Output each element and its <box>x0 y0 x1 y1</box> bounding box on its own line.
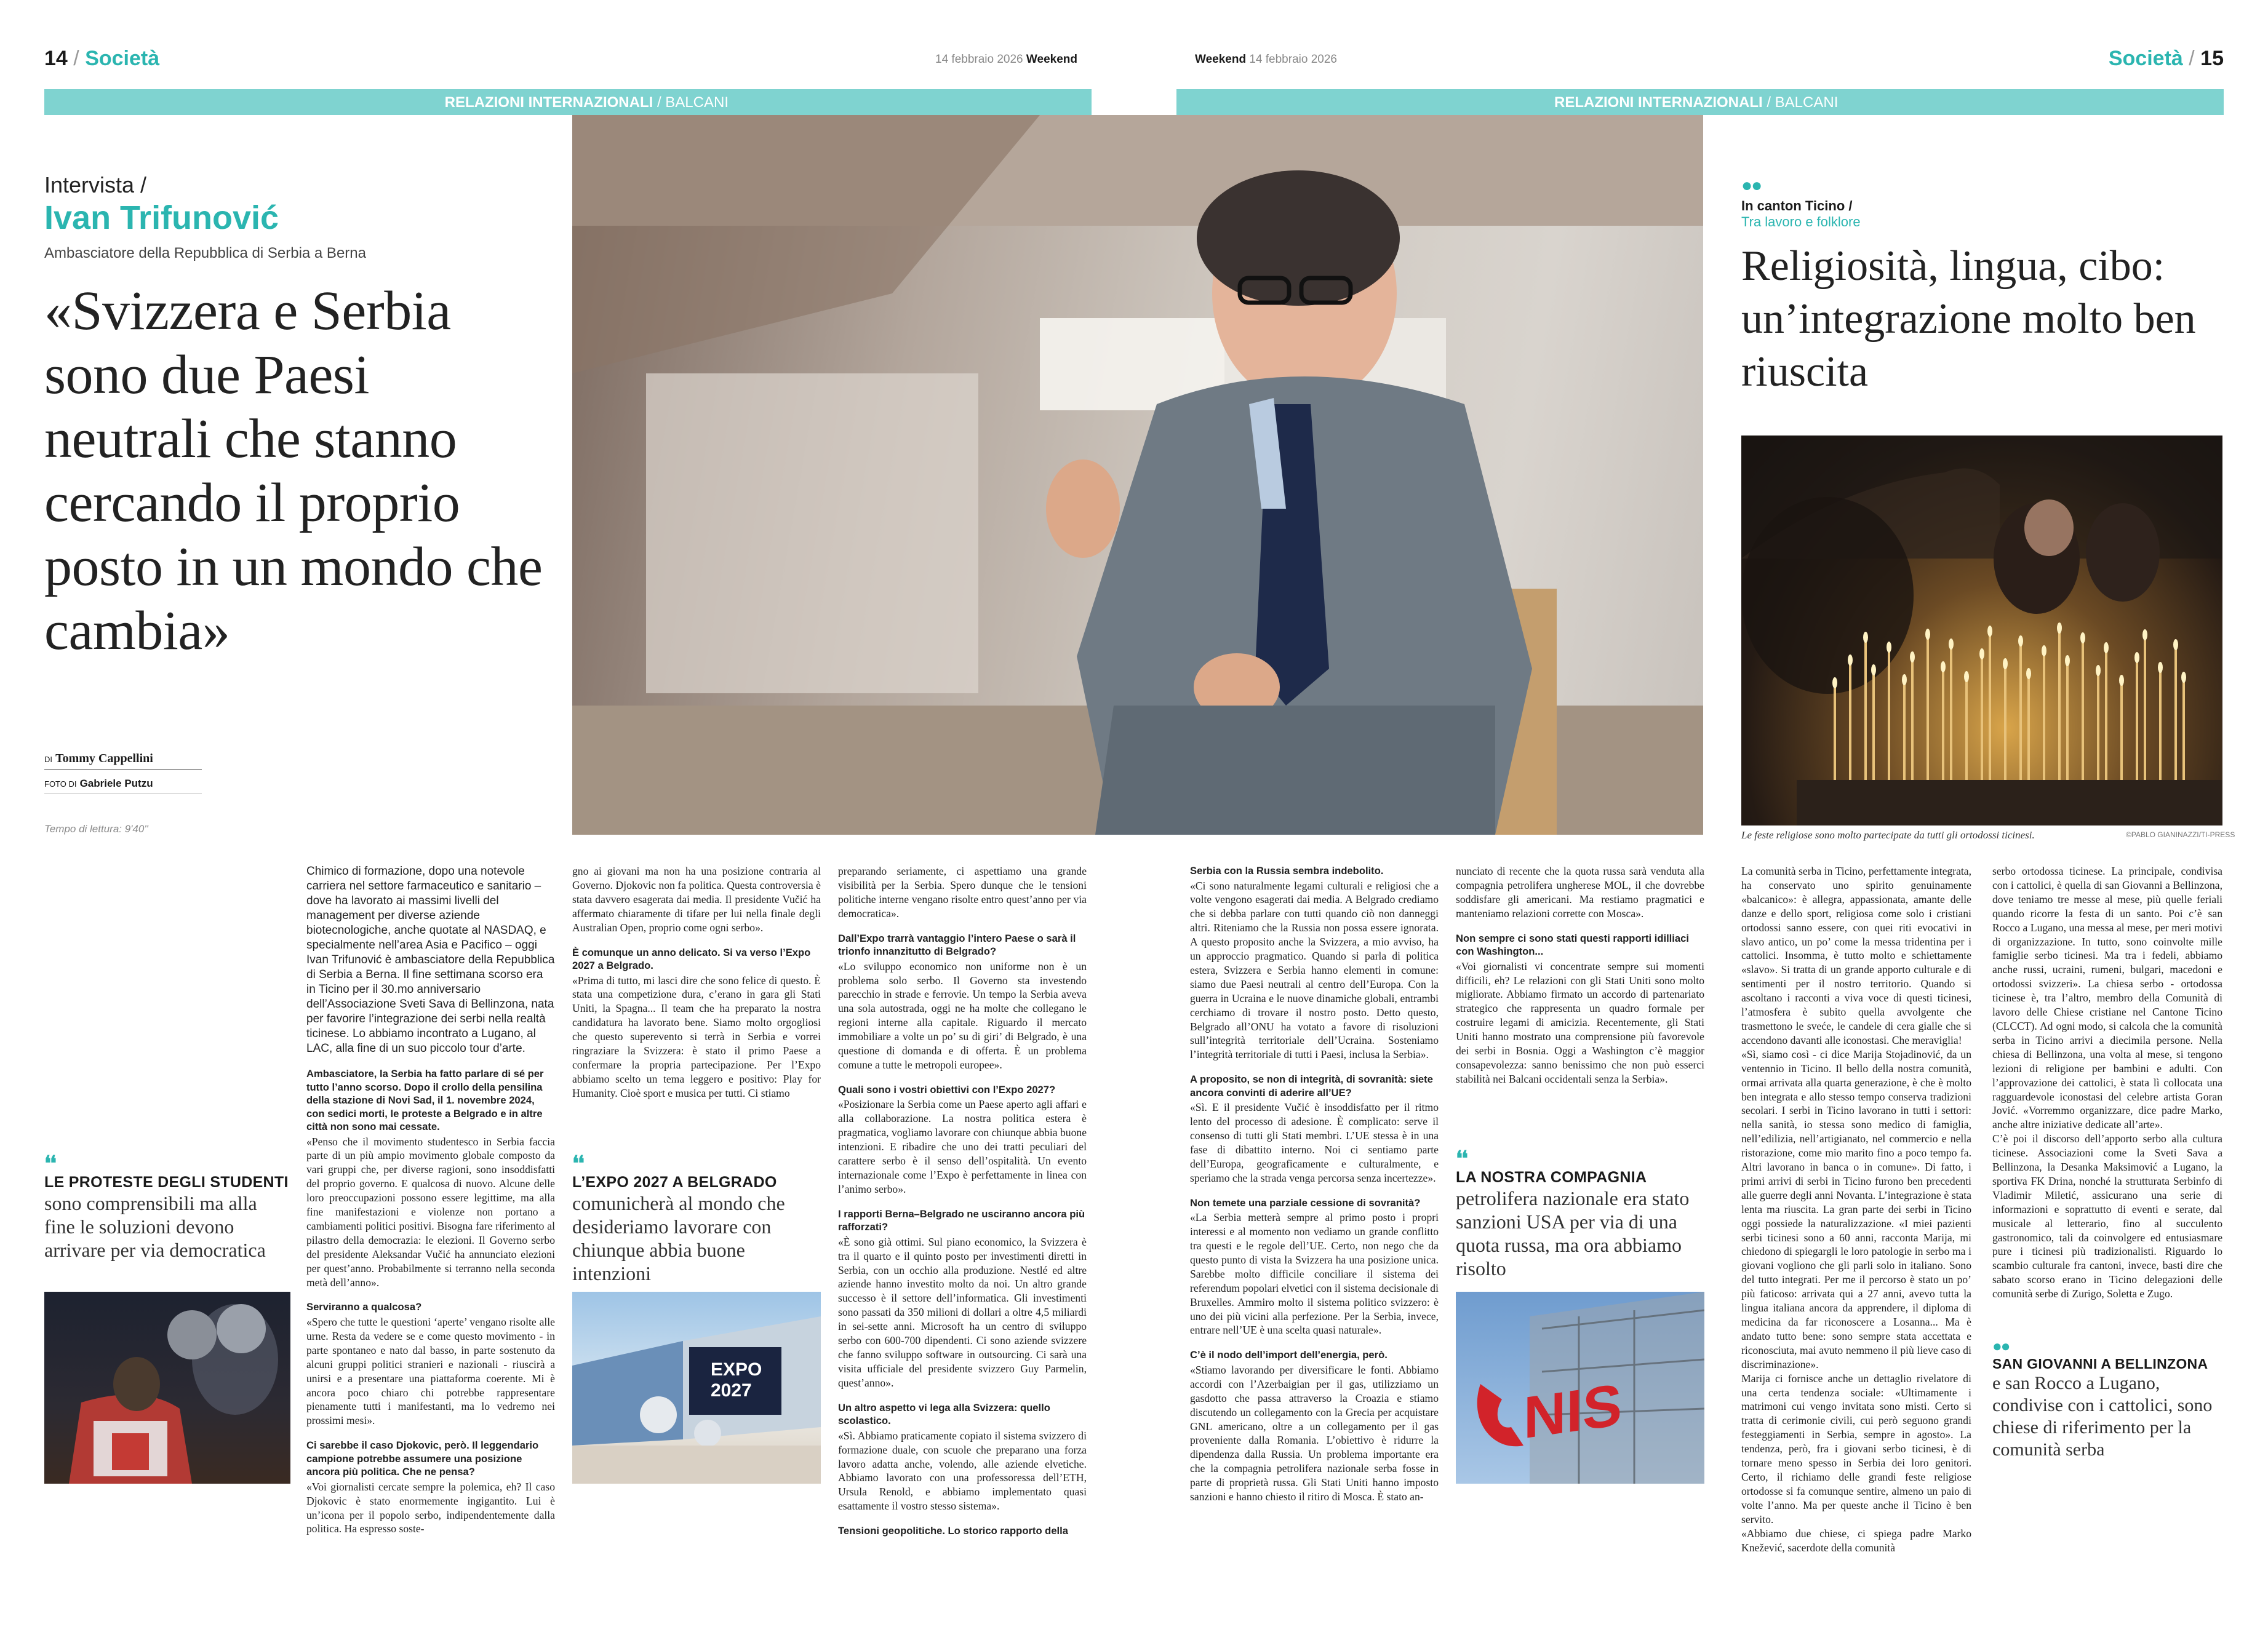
byline-prefix: DI <box>44 755 52 764</box>
byline-author: Tommy Cappellini <box>55 752 153 765</box>
question-col4-1: Serbia con la Russia sembra indebolito. <box>1190 865 1384 877</box>
pullquote-sangiovanni <box>1992 1339 2222 1461</box>
question-col3-3: Quali sono i vostri obiettivi con l’Expo 2027? <box>838 1083 1056 1096</box>
sidebar-headline: Religiosità, lingua, cibo: un’integrazione molto ben riuscita <box>1741 242 2196 396</box>
question-col3-5: Un altro aspetto vi lega alla Svizzera: quello scolastico. <box>838 1401 1050 1427</box>
pullquote-text: petrolifera nazionale era stato sanzioni USA per via di una quota russa, ma ora abbiamo risolto <box>1456 1187 1690 1279</box>
question-col4-3: Non temete una parziale cessione di sovranità? <box>1190 1196 1421 1209</box>
candle <box>1950 649 1952 780</box>
candle <box>1942 672 1944 780</box>
question-col3-6: Tensioni geopolitiche. Lo storico rapporto della <box>838 1525 1068 1537</box>
protest-photo <box>44 1292 290 1484</box>
photo-caption: Le feste religiose sono molto partecipate da tutti gli ortodossi ticinesi. <box>1741 829 2035 841</box>
sidebar-column-b: serbo ortodossa ticinese. La principale, condivisa con i cattolici, è quella di san Giovanni a Bellinzona, dove teniamo tre messe al mese, più quelle feriali quando ricorre la festa di un santo. Poi c’è san Rocco a Lugano, una messa al mese, per meri motivi di organizzazione. In tutto, sono coinvolte mille famiglie serbo ticinesi. Ma tra i fedeli, abbiamo anche russi, ucraini, rumeni, bulgari, macedoni e ortodossi svizzeri». La chiesa serbo - ortodossa ticinese è, tra l’altro, membro della Comunità di lavoro delle Chiese cristiane nel Cantone Ticino (CLCCT). Ad ogni modo, si calcola che la comunità serba in Ticino arrivi a diecimila persone. Nella chiesa di Bellinzona, una volta al mese, si tengono lezioni di religione per bambini e adulti. Con l’approvazione dei cattolici, è stata lì collocata una ragguardevole iconostasi del celebre artista Goran Jović. «Vorremmo organizzare, dice padre Marko, anche altre iniziative dedicate all’arte». C’è poi il discorso dell’apporto serbo alla cultura ticinese. Associazioni come la Sveti Sava a Bellinzona, la Desanka Maksimović a Lugano, la sportiva FK Drina, nonché la strutturata Serbinfo di Vladimir Miletić, assicurano una serie di informazioni e soprattutto di eventi e serate, dal musicale al letterario, fino al succulento gastronomico, tali da coinvolgere ed entusiasmare pure i ticinesi più tradizionalisti. Riguardo lo scambio culturale fra cantoni, invece, basti dire che sabato scorso erano in Ticino delegazioni delle comunità serbe di Zurigo, Soletta e Zugo. <box>1992 865 2222 1300</box>
question-col2-2: È comunque un anno delicato. Si va verso l’Expo 2027 a Belgrado. <box>572 946 811 972</box>
answer-col3-3: «Posizionare la Serbia come un Paese aperto agli affari e alla collaborazione. La nostra politica estera è pragmatica, vogliamo lavorare con chiunque abbia buone intenzioni. E ribadire che uno dei tratti peculiari del carattere serbo è il senso dell’ospitalità. Un evento internazionale come l’Expo è perfettamente in linea con l’animo serbo». <box>838 1098 1087 1195</box>
interviewee-role: Ambasciatore della Repubblica di Serbia a Berna <box>44 245 366 261</box>
rubric-bold: RELAZIONI INTERNAZIONALI <box>444 94 653 111</box>
pullquote-label: L’EXPO 2027 A BELGRADO <box>572 1174 777 1191</box>
candle-flame <box>2065 655 2070 666</box>
candle <box>2097 675 2099 780</box>
expo-illustration <box>572 1292 821 1484</box>
candle <box>2120 685 2123 780</box>
candle <box>1872 675 1875 780</box>
expo-logo-title: EXPO <box>711 1359 762 1380</box>
candle-flame <box>1887 642 1891 653</box>
candle-flame <box>1925 629 1930 640</box>
question-col4-2: A proposito, se non di integrità, di sovranità: siete ancora convinti di aderire all’UE? <box>1190 1073 1433 1099</box>
article-column-1 <box>306 864 555 1536</box>
answer-1: «Penso che il movimento studentesco in Serbia faccia parte di un più ampio movimento globale composto da vari gruppi che, per diverse ragioni, sono insoddisfatti del proprio governo. E qualcosa di nuovo. Alcune delle loro preoccupazioni possono essere legittime, ma alla fine manifestazioni e violenze non portano a cambiamenti politici positivi. Bisogna fare riferimento al pilastro della democrazia: le elezioni. Il Governo serbo del presidente Aleksandar Vučić ha annunciato elezioni per quest’anno. Probabilmente si terranno nella seconda metà dell’anno». <box>306 1135 555 1289</box>
candle <box>2019 646 2022 780</box>
candle-flame <box>1910 651 1915 662</box>
answer-col4-3: «La Serbia metterà sempre al primo posto i propri interessi e al momento non vediamo un grande conflitto tra questi e le regole dell’UE. Certo, non nego che da questo punto di vista la Svizzera ha una posizione unica. Sarebbe molto difficile conciliare il sistema dei referendum popolari elvetici con il sistema decisionale di Bruxelles. Ammiro molto il sistema politico svizzero: è uno dei più vicini alla perfezione. Per la Serbia, invece, entrare nell’UE è una scelta quasi naturale». <box>1190 1211 1439 1337</box>
candle <box>2105 653 2107 780</box>
left-folio: 14 / Società <box>44 47 160 70</box>
sidebar-sub: Tra lavoro e folklore <box>1741 214 1861 229</box>
question-1: Ambasciatore, la Serbia ha fatto parlare di sé per tutto l’anno scorso. Dopo il crollo della pensilina della stazione di Novi Sad, il 1. novembre 2024, con sedici morti, le proteste a Belgrado e in altre città non sono mai cessate. <box>306 1068 544 1132</box>
candles-photo <box>1741 436 2222 825</box>
pullquote-text: e san Rocco a Lugano, condivise con i cattolici, sono chiese di riferimento per la comunità serba <box>1992 1373 2213 1460</box>
sidebar-kicker: In canton Ticino / <box>1741 198 1853 213</box>
candle-flame <box>2158 662 2163 673</box>
expo-logo-year: 2027 <box>711 1380 752 1401</box>
pullquote-label: SAN GIOVANNI A BELLINZONA <box>1992 1356 2208 1372</box>
candle <box>1989 636 1991 780</box>
pullquote-nis <box>1456 1147 1704 1280</box>
sidebar-column-a: La comunità serba in Ticino, perfettamente integrata, ha conservato uno spirito genuinamente «balcanico»: è allegra, appassionata, amante delle danze e dello sport, religiosa come solo i cristiani ortodossi sanno essere, con quei riti evocativi in slavo antico, un po’ come la messa tridentina per i cattolici. Insomma, è tutto molto e schiettamente «slavo». Si tratta di un grande apporto culturale e di sentimenti per il nostro territorio. Quando si ascoltano i racconti a viva voce di questi ticinesi, l’atmosfera è subito quella avvolgente che trasmettono le sveće, le candele di cera gialle che si accendono davanti alle iconostasi. Che meraviglia! «Sì, siamo così - ci dice Marija Stojadinović, da un ventennio in Ticino. Il bello della nostra comunità, ormai arrivata alla quarta generazione, è che è molto ben integrata e allo stesso tempo conserva tradizioni secolari. I serbi in Ticino lavorano in tutti i settori: nella sanità, io stessa sono medico di famiglia, nell’edilizia, nell’artigianato, nel commercio e nella ristorazione, come mio marito fino a poco tempo fa. Altri lavorano in banca o in comune». Di fatto, i primi arrivi di serbi in Ticino furono ben precedenti alle guerre degli anni Novanta. L’integrazione è stata lenta ma riuscita. La gran parte dei serbi in Ticino oggi possiede la naturalizzazione. «I miei pazienti serbi ticinesi sono a 60 anni, racconta Marija, mi chiedono di spiegargli le loro patologie in serbo ma i giovani vogliono che gli parli solo in italiano. Sono del tutto integrati. Per me il percorso è stato un po’ più faticoso: arrivata qui a 27 anni, avevo tutta la lingua italiana ancora da apprendere, il diploma di medicina da far riconoscere a Losanna... Ma è andato tutto bene: sono sempre stata accettata e riconosciuta, mai avuto nemmeno il più lieve caso di discriminazione». Marija ci fornisce anche un dettaglio rivelatore di una certa tendenza sociale: «Ultimamente i matrimoni cui vengo invitata sono misti. Certo si tratta di cerimonie civili, cui però seguono grandi festeggiamenti in Serbia, sempre in agosto». La tendenza, però, fra i giovani serbo ticinesi, è di tornare meno spesso in Serbia dei loro genitori. Certo, il richiamo delle grandi feste religiose ortodosse si fa comunque sentire, almeno un paio di volte l’anno. Ma per queste anche il Ticino è ben servito. «Abbiamo due chiese, ci spiega padre Marko Knežević, sacerdote della comunità <box>1741 865 1971 1554</box>
date-left: 14 febbraio 2026 <box>935 53 1023 66</box>
candle-flame <box>2119 675 2124 686</box>
date-right: 14 febbraio 2026 <box>1249 53 1337 66</box>
candle <box>2027 678 2030 780</box>
edition-right: Weekend <box>1195 53 1247 66</box>
candle-flame <box>2042 645 2046 656</box>
rubric-bold-right: RELAZIONI INTERNAZIONALI <box>1554 94 1763 111</box>
candles-illustration <box>1741 436 2222 825</box>
candle <box>2004 669 2006 780</box>
candle-flame <box>2142 629 2147 640</box>
answer-col4-4: «Stiamo lavorando per diversificare le fonti. Abbiamo accordi con l’Azerbaigian per il gas, utilizziamo un gasdotto che passa attraverso la Croazia e stiamo discutendo un collegamento con la Grecia per acquistare GNL americano, oltre a un collegamento per il gas proveniente dalla Romania. L’obiettivo è ridurre la dipendenza dalla Russia. Un problema importante era che la compagnia petrolifera nazionale serba fosse in parte di proprietà russa. Gli Stati Uniti hanno imposto sanzioni e hanno chiesto il ritiro di Mosca. È stato an- <box>1190 1363 1439 1503</box>
candle <box>1888 652 1890 780</box>
pullquote-students <box>44 1152 290 1262</box>
question-col3-4: I rapporti Berna–Belgrado ne usciranno ancora più rafforzati? <box>838 1207 1085 1233</box>
candle-flame <box>1848 654 1853 666</box>
answer-col3-5: «Sì. Abbiamo praticamente copiato il sistema svizzero di formazione duale, con scuole che preparano una forza lavoro adatta anche, volendo, alle aziende elvetiche. Abbiamo lavorato con una professoressa dell’ETH, Ursula Renold, e abbiamo implementato quasi esattamente il vostro stesso sistema». <box>838 1429 1087 1513</box>
candle <box>1927 639 1929 780</box>
pullquote-text: comunicherà al mondo che desideriamo lavorare con chiunque abbia buone intenzioni <box>572 1192 785 1284</box>
answer-col5-1: nunciato di recente che la quota russa sarà venduta alla compagnia petrolifera ungherese MOL, il che dovrebbe soddisfare gli americani. Ma restiamo pragmatici e manteniamo relazioni corrette con Mosca». <box>1456 865 1704 920</box>
rubric-bar-left <box>44 89 1092 115</box>
candle-flame <box>2134 652 2139 663</box>
edition-left: Weekend <box>1026 53 1077 66</box>
left-dateline <box>935 53 1077 66</box>
candle <box>1965 682 1968 780</box>
candle-flame <box>1949 638 1954 650</box>
answer-col2-2: «Prima di tutto, mi lasci dire che sono felice di questo. È stata una competizione dura, c’erano in gara gli Stati Uniti, la Spagna... Il team che ha preparato la nostra candidatura ha lavorato bene. Siamo molto orgogliosi che questo superevento si terrà in Serbia e vorrei ringraziare la Svizzera: è stato il primo Paese a confermare la propria partecipazione. Per l’Expo abbiamo scelto un tema leggero e positivo: Play for Humanity. Cioè sport e musica per tutti. Ci stiamo <box>572 974 821 1099</box>
article-lead: Chimico di formazione, dopo una notevole carriera nel settore farmaceutico e sanitario – dove ha lavorato ai massimi livelli del management per diverse aziende biotecnologiche, anche quotate al NASDAQ, e specialmente nell’area Asia e Pacifico – oggi Ivan Trifunović è ambasciatore della Repubblica di Serbia a Berna. Il fine settimana scorso era in Ticino per il 30.mo anniversario dell’Associazione Sveti Sava di Bellinzona, nata per favorire l’integrazione dei serbi nella realtà ticinese. Lo abbiamo incontrato a Lugano, al LAC, alla fine di un suo piccolo tour d’arte. <box>306 865 555 1055</box>
right-folio: Società / 15 <box>2108 47 2224 70</box>
candle <box>2066 666 2069 780</box>
candle <box>2043 656 2045 780</box>
protest-illustration <box>44 1292 290 1484</box>
candle-flame <box>1979 648 1984 659</box>
answer-col2-1: gno ai giovani ma non ha una posizione contraria al Governo. Djokovic non fa politica. Questa controversia è stata davvero esagerata dai media. Il presidente Vučić ha affermato chiaramente di tifare per lui nella finale degli Australian Open, proprio come ogni serbo». <box>572 865 821 934</box>
article-column-4 <box>1190 864 1439 1504</box>
candle <box>1849 665 1851 780</box>
candle <box>1981 659 1983 780</box>
headline: «Svizzera e Serbia sono due Paesi neutrali che stanno cercando il proprio posto in un mondo che cambia» <box>44 280 543 661</box>
candle-flame <box>2096 665 2101 676</box>
candle <box>2058 633 2061 780</box>
expo-rendering <box>572 1292 821 1484</box>
question-col5-2: Non sempre ci sono stati questi rapporti idilliaci con Washington... <box>1456 932 1689 958</box>
photo-prefix: FOTO DI <box>44 779 77 789</box>
sidebar-dots-icon: ●● <box>1992 1337 2010 1355</box>
pullquote-expo <box>572 1152 818 1285</box>
rubric-light: / BALCANI <box>657 94 729 111</box>
nis-photo <box>1456 1292 1704 1484</box>
candle <box>2174 650 2177 780</box>
sidebar-dots-icon: ●● <box>1741 175 1762 196</box>
candle <box>2182 682 2185 780</box>
candle-flame <box>1941 661 1946 672</box>
candle <box>1903 685 1906 780</box>
article-column-2 <box>572 864 821 1100</box>
answer-3: «Voi giornalisti cercate sempre la polemica, eh? Il caso Djokovic è stato enormemente ingigantito. Lui è un’icona per il popolo serbo, indipendentemente dalla politica. Ha espresso soste- <box>306 1480 555 1535</box>
candle-flame <box>2104 642 2109 653</box>
candle <box>2136 662 2138 780</box>
quote-mark-icon: ❛❛ <box>44 1152 55 1176</box>
section-right: Società <box>2108 47 2183 70</box>
candle <box>2159 672 2162 780</box>
question-2: Serviranno a qualcosa? <box>306 1301 422 1313</box>
candle-flame <box>1902 674 1907 685</box>
candle <box>1834 688 1836 780</box>
question-col3-2: Dall’Expo trarrà vantaggio l’intero Paese o sarà il trionfo innanzitutto di Belgrado? <box>838 932 1076 958</box>
answer-col4-1: «Ci sono naturalmente legami culturali e religiosi che a volte vengono esagerati dai media. A Belgrado crediamo che si debba parlare con tutti quando ciò non danneggi altri. Riteniamo che la Russia non possa essere ignorata. A questo proposito anche la Svizzera, a mio avviso, ha un approccio pragmatico. Quando si parla di politica estera, Svizzera e Serbia hanno elementi in comune: siamo due Paesi neutrali al centro dell’Europa. Con la guerra in Ucraina e le nuove dinamiche globali, entrambi cerchiamo di trovare il nostro posto. Detto questo, Belgrado all’ONU ha votato a favore di risoluzioni sull’integrità territoriale dell’Ucraina. Sosteniamo l’integrità territoriale di tutti i Paesi, inclusa la Serbia». <box>1190 879 1439 1061</box>
section-left: Società <box>85 47 160 70</box>
candle-flame <box>1964 671 1969 682</box>
pullquote-label: LE PROTESTE DEGLI STUDENTI <box>44 1174 289 1191</box>
candle <box>1864 642 1867 780</box>
answer-col3-2: «Lo sviluppo economico non uniforme non è un problema solo serbo. Il Governo sta investendo parecchio in strade e ferrovie. Un tempo la Serbia aveva una sola autostrada, oggi ne ha molte che collegano le regioni interne alla capitale. Riguardo il mercato immobiliare a volte un po’ su di giri’ di Belgrado, è una questione di domanda e di offerta. È un problema comune a tutte le metropoli europee». <box>838 960 1087 1071</box>
article-column-5 <box>1456 864 1704 1086</box>
page-number-right: 15 <box>2200 47 2224 70</box>
candle-flame <box>1871 664 1876 675</box>
ambassador-photo-illustration <box>572 115 1703 835</box>
candle-flame <box>2003 658 2008 669</box>
candle-flame <box>1832 677 1837 688</box>
nis-logo: NIS <box>1523 1371 1623 1452</box>
answer-col4-2: «Sì. E il presidente Vučić è insoddisfatto per il ritmo lento del processo di adesione. È complicato: serve il consenso di tutti gli Stati membri. L’UE stessa è in una fase di dibattito interno. Noi ci sentiamo parte dell’Europa, geograficamente e culturalmente, e speriamo che la strada venga percorsa senza incertezze». <box>1190 1101 1439 1184</box>
ambassador-photo <box>572 115 1703 835</box>
photo-author: Gabriele Putzu <box>79 778 153 789</box>
candle-flame <box>2057 623 2062 634</box>
candle-flame <box>1863 632 1868 643</box>
answer-col3-1: preparando seriamente, ci aspettiamo una grande visibilità per la Serbia. Spero dunque che le tensioni politiche interne vengano risolte entro quest’anno per via democratica». <box>838 865 1087 920</box>
candle-flame <box>2173 639 2178 650</box>
candle <box>2082 643 2084 780</box>
rubric-bar-right <box>1176 89 2224 115</box>
reading-time: Tempo di lettura: 9'40'' <box>44 823 148 835</box>
answer-col3-4: «È sono già ottimi. Sul piano economico, la Svizzera è tra il quarto e il quinto posto per investimenti diretti in Serbia, con un occhio alla produzione. Nestlé ed altre aziende hanno investito molto da noi. Un altro grande successo è il settore dell’informatica. Gli investimenti sono passati da 350 milioni di dollari a oltre 4,5 miliardi in sei-sette anni. Microsoft ha un centro di sviluppo serbo con 600-700 dipendenti. Ci sono aziende svizzere che fanno sviluppo software in outsourcing. Ci sarà una visita ufficiale del presidente svizzero Guy Parmelin, quest’anno». <box>838 1235 1087 1389</box>
quote-mark-icon: ❛❛ <box>1456 1147 1467 1171</box>
quote-mark-icon: ❛❛ <box>572 1152 583 1176</box>
answer-col5-2: «Voi giornalisti vi concentrate sempre sui momenti difficili, eh? Le relazioni con gli Stati Uniti sono molto migliorate. Abbiamo firmato un accordo di partenariato strategico che rappresenta un quadro formale per costruire legami di amicizia. Recentemente, gli Stati Uniti hanno mostrato una comprensione più favorevole dei serbi in Bosnia. Oggi a Washington c’è maggior consapevolezza: sanno benissimo che non può esserci stabilità nei Balcani occidentali senza la Serbia». <box>1456 960 1704 1085</box>
answer-2: «Spero che tutte le questioni ‘aperte’ vengano risolte alle urne. Resta da vedere se e come questo movimento - in parte spontaneo e nato dal basso, in parte sostenuto da alcuni gruppi politici stranieri e nazionali - riuscirà a unirsi e a presentare una piattaforma coerente. Mi è ancora poco chiaro chi potrebbe rappresentare pienamente tutti i manifestanti, ma lo vedremo nei prossimi mesi». <box>306 1315 555 1427</box>
candle-flame <box>2026 668 2031 679</box>
candle-flame <box>2181 672 2186 683</box>
article-column-3 <box>838 864 1087 1539</box>
interview-kicker: Intervista / <box>44 172 147 197</box>
pullquote-text: sono comprensibili ma alla fine le soluzioni devono arrivare per via democratica <box>44 1192 266 1261</box>
candle-flame <box>1987 626 1992 637</box>
candle <box>1911 662 1914 780</box>
candle-flame <box>2018 635 2023 646</box>
question-col4-4: C’è il nodo dell’import dell’energia, però. <box>1190 1349 1388 1361</box>
interviewee-name: Ivan Trifunović <box>44 199 279 236</box>
page-number-left: 14 <box>44 47 68 70</box>
byline <box>44 752 202 770</box>
candle-flame <box>2080 632 2085 643</box>
expo-logo <box>711 1359 762 1401</box>
pullquote-label: LA NOSTRA COMPAGNIA <box>1456 1169 1647 1186</box>
candle <box>2144 640 2146 780</box>
photo-credit <box>44 778 202 794</box>
photo-credit-sidebar: ©PABLO GIANINAZZI/TI-PRESS <box>2126 830 2235 839</box>
rubric-light-right: / BALCANI <box>1767 94 1839 111</box>
question-3: Ci sarebbe il caso Djokovic, però. Il leggendario campione potrebbe assumere una posizione ancora più politica. Che ne pensa? <box>306 1439 539 1478</box>
right-dateline <box>1195 53 1337 66</box>
